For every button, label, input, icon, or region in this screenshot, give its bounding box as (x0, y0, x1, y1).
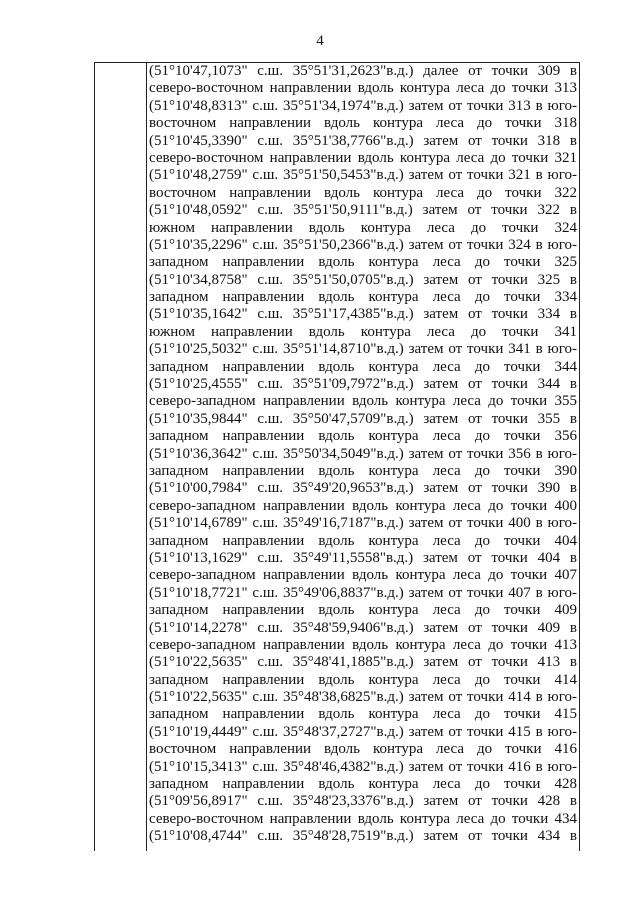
page-number: 4 (316, 33, 324, 49)
text-line: северо-восточном направлении вдоль контура леса до точки 313 (149, 80, 577, 97)
boundary-description-table (94, 62, 580, 851)
text-line: (51°10'22,5635" с.ш. 35°48'38,6825"в.д.) затем от точки 414 в юго- (149, 689, 577, 706)
text-line: западном направлении вдоль контура леса до точки 325 (149, 254, 577, 271)
text-line: (51°10'25,4555" с.ш. 35°51'09,7972"в.д.) затем от точки 344 в (149, 376, 577, 393)
text-line: восточном направлении вдоль контура леса до точки 416 (149, 741, 577, 758)
text-line: западном направлении вдоль контура леса до точки 344 (149, 358, 577, 375)
text-line: (51°10'14,2278" с.ш. 35°48'59,9406"в.д.) затем от точки 409 в (149, 619, 577, 636)
text-line: (51°10'19,4449" с.ш. 35°48'37,2727"в.д.) затем от точки 415 в юго- (149, 723, 577, 740)
text-line: западном направлении вдоль контура леса до точки 428 (149, 776, 577, 793)
text-line: (51°10'48,8313" с.ш. 35°51'34,1974"в.д.) затем от точки 313 в юго- (149, 97, 577, 114)
column-divider (146, 63, 147, 851)
text-line: западном направлении вдоль контура леса до точки 404 (149, 532, 577, 549)
boundary-description-text (149, 63, 577, 846)
text-line: западном направлении вдоль контура леса до точки 356 (149, 428, 577, 445)
text-line: (51°10'35,2296" с.ш. 35°51'50,2366"в.д.) затем от точки 324 в юго- (149, 236, 577, 253)
text-line: (51°10'18,7721" с.ш. 35°49'06,8837"в.д.) затем от точки 407 в юго- (149, 584, 577, 601)
text-line: северо-западном направлении вдоль контура леса до точки 407 (149, 567, 577, 584)
text-line: (51°09'56,8917" с.ш. 35°48'23,3376"в.д.) затем от точки 428 в (149, 793, 577, 810)
text-line: (51°10'00,7984" с.ш. 35°49'20,9653"в.д.) затем от точки 390 в (149, 480, 577, 497)
text-line: западном направлении вдоль контура леса до точки 415 (149, 706, 577, 723)
text-line: (51°10'22,5635" с.ш. 35°48'41,1885"в.д.) затем от точки 413 в (149, 654, 577, 671)
text-line: южном направлении вдоль контура леса до точки 341 (149, 323, 577, 340)
text-line: восточном направлении вдоль контура леса до точки 322 (149, 184, 577, 201)
text-line: западном направлении вдоль контура леса до точки 334 (149, 289, 577, 306)
text-line: (51°10'48,0592" с.ш. 35°51'50,9111"в.д.) затем от точки 322 в (149, 202, 577, 219)
text-line: (51°10'36,3642" с.ш. 35°50'34,5049"в.д.) затем от точки 356 в юго- (149, 445, 577, 462)
text-line: (51°10'48,2759" с.ш. 35°51'50,5453"в.д.) затем от точки 321 в юго- (149, 167, 577, 184)
text-line: (51°10'14,6789" с.ш. 35°49'16,7187"в.д.) затем от точки 400 в юго- (149, 515, 577, 532)
text-line: южном направлении вдоль контура леса до точки 324 (149, 219, 577, 236)
text-line: северо-западном направлении вдоль контура леса до точки 413 (149, 636, 577, 653)
text-line: (51°10'35,1642" с.ш. 35°51'17,4385"в.д.) затем от точки 334 в (149, 306, 577, 323)
text-line: (51°10'15,3413" с.ш. 35°48'46,4382"в.д.) затем от точки 416 в юго- (149, 758, 577, 775)
text-line: северо-восточном направлении вдоль контура леса до точки 434 (149, 810, 577, 827)
text-line: (51°10'34,8758" с.ш. 35°51'50,0705"в.д.) затем от точки 325 в (149, 271, 577, 288)
text-line: (51°10'08,4744" с.ш. 35°48'28,7519"в.д.) затем от точки 434 в (149, 828, 577, 845)
text-line: западном направлении вдоль контура леса до точки 390 (149, 462, 577, 479)
text-line: северо-западном направлении вдоль контура леса до точки 400 (149, 497, 577, 514)
text-line: северо-западном направлении вдоль контура леса до точки 355 (149, 393, 577, 410)
text-line: (51°10'13,1629" с.ш. 35°49'11,5558"в.д.) затем от точки 404 в (149, 549, 577, 566)
text-line: (51°10'25,5032" с.ш. 35°51'14,8710"в.д.) затем от точки 341 в юго- (149, 341, 577, 358)
text-line: восточном направлении вдоль контура леса до точки 318 (149, 115, 577, 132)
text-line: (51°10'45,3390" с.ш. 35°51'38,7766"в.д.) затем от точки 318 в (149, 132, 577, 149)
text-line: западном направлении вдоль контура леса до точки 409 (149, 602, 577, 619)
text-line: северо-восточном направлении вдоль контура леса до точки 321 (149, 149, 577, 166)
text-line: (51°10'47,1073" с.ш. 35°51'31,2623"в.д.) далее от точки 309 в (149, 63, 577, 79)
text-line: западном направлении вдоль контура леса до точки 414 (149, 671, 577, 688)
text-line: (51°10'35,9844" с.ш. 35°50'47,5709"в.д.) затем от точки 355 в (149, 410, 577, 427)
